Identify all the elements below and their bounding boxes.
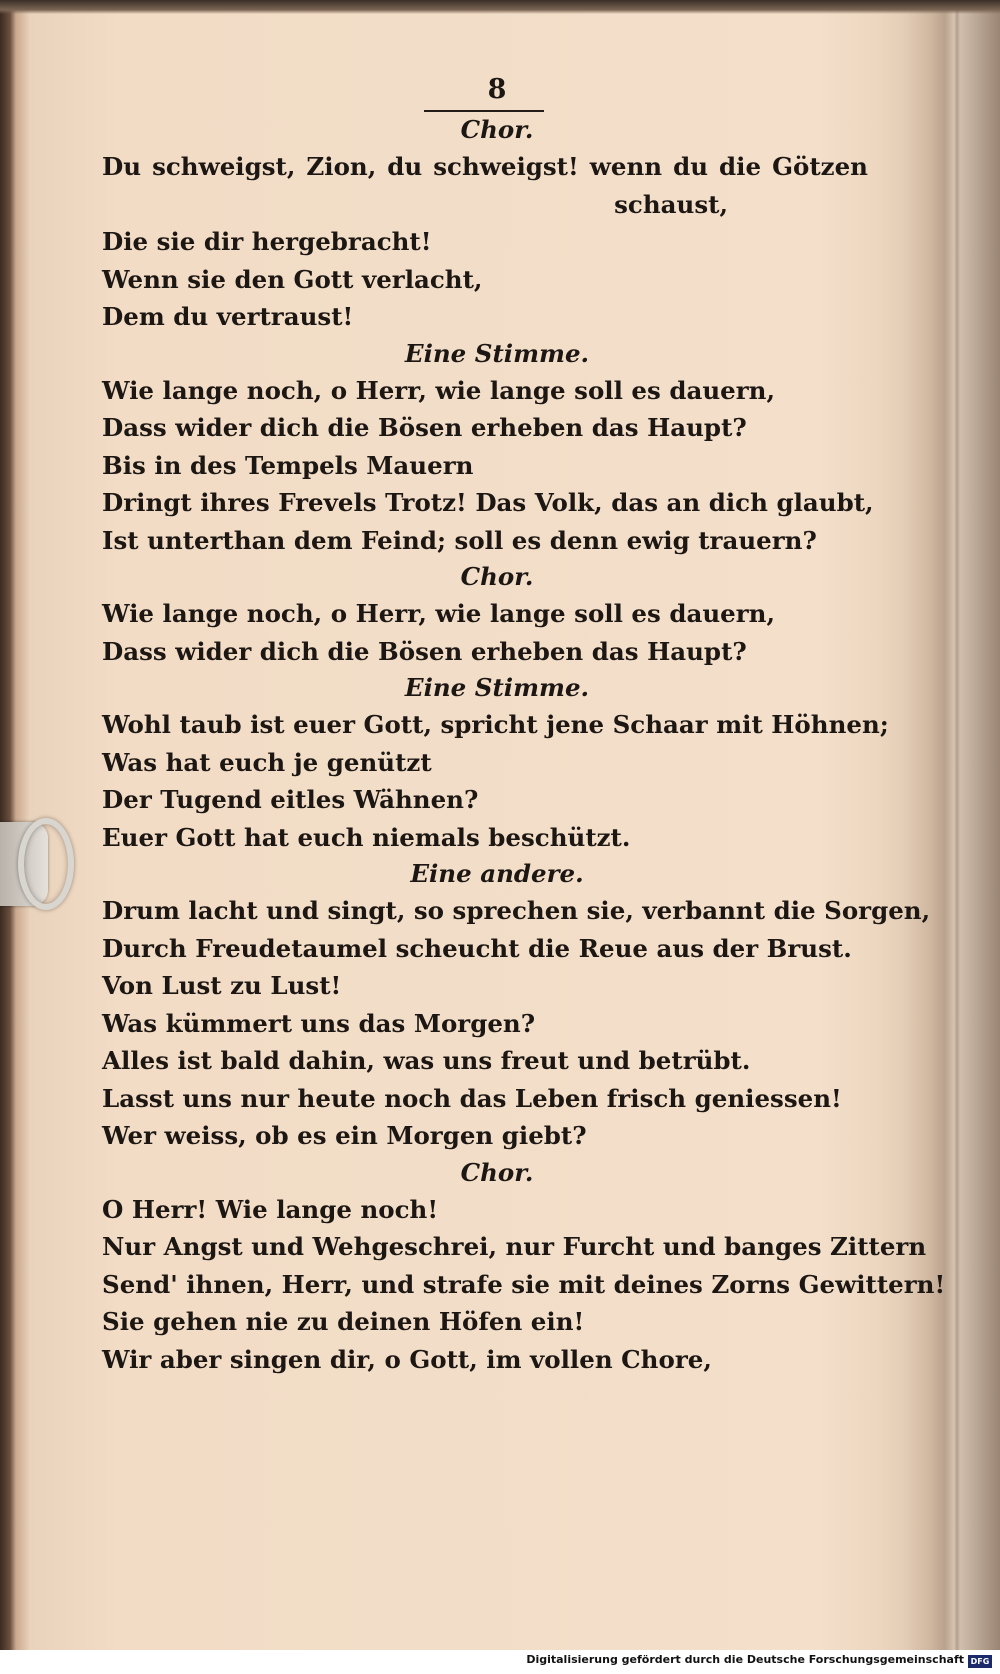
verse-line: Wohl taub ist euer Gott, spricht jene Schaar mit Höhnen;: [102, 710, 889, 739]
dfg-logo-icon: DFG: [968, 1655, 992, 1668]
clip-ring: [18, 818, 74, 910]
verse-line: Wir aber singen dir, o Gott, im vollen Chore,: [102, 1344, 712, 1374]
speaker-heading: Eine andere.: [410, 859, 584, 888]
verse-line: Dass wider dich die Bösen erheben das Haupt?: [102, 636, 747, 666]
verse-line: Send' ihnen, Herr, und strafe sie mit deines Zorns Gewittern!: [102, 1269, 946, 1299]
page-text: [102, 70, 946, 1378]
verse-line: O Herr! Wie lange noch!: [102, 1194, 439, 1224]
binder-clip-icon: [0, 818, 76, 910]
page-number: 8: [487, 74, 507, 105]
verse-line: Euer Gott hat euch niemals beschützt.: [102, 822, 631, 852]
verse-line: Wie lange noch, o Herr, wie lange soll es dauern,: [102, 599, 775, 628]
verse-line: Wer weiss, ob es ein Morgen giebt?: [102, 1121, 587, 1150]
verse-line: Dem du vertraust!: [102, 302, 354, 331]
speaker-heading: Eine Stimme.: [404, 338, 590, 368]
speaker-heading: Chor.: [460, 562, 534, 591]
digitization-footer: [0, 1650, 1000, 1674]
verse-line: Was hat euch je genützt: [102, 747, 432, 777]
verse-line: Wenn sie den Gott verlacht,: [102, 264, 483, 294]
verse-line: Wie lange noch, o Herr, wie lange soll es dauern,: [102, 375, 775, 405]
verse-line: Nur Angst und Wehgeschrei, nur Furcht und banges Zittern: [102, 1232, 927, 1261]
speaker-heading: Eine Stimme.: [404, 673, 590, 702]
funding-credit: Digitalisierung gefördert durch die Deutsche Forschungsgemeinschaft: [526, 1653, 964, 1666]
verse-line: Dass wider dich die Bösen erheben das Haupt?: [102, 413, 747, 442]
page-edge-shadow: [954, 10, 960, 1650]
verse-line: Bis in des Tempels Mauern: [102, 450, 474, 480]
verse-line: Was kümmert uns das Morgen?: [102, 1008, 536, 1038]
verse-line: Dringt ihres Frevels Trotz! Das Volk, das an dich glaubt,: [102, 488, 874, 517]
speaker-heading: Chor.: [460, 1157, 534, 1187]
verse-line: Die sie dir hergebracht!: [102, 227, 432, 256]
verse-line: Ist unterthan dem Feind; soll es denn ewig trauern?: [102, 525, 817, 555]
verse-line: Sie gehen nie zu deinen Höfen ein!: [102, 1307, 585, 1336]
verse-line: Durch Freudetaumel scheucht die Reue aus der Brust.: [102, 933, 852, 963]
verse-line: Lasst uns nur heute noch das Leben frisch geniessen!: [102, 1083, 842, 1113]
verse-line: Alles ist bald dahin, was uns freut und betrübt.: [102, 1046, 751, 1075]
verse-line: Drum lacht und singt, so sprechen sie, verbannt die Sorgen,: [102, 896, 931, 925]
verse-line: Du schweigst, Zion, du schweigst! wenn du die Götzen: [102, 152, 868, 181]
verse-line: Von Lust zu Lust!: [102, 971, 342, 1000]
verse-line: Der Tugend eitles Wähnen?: [102, 785, 479, 814]
verse-line-continuation: schaust,: [614, 189, 728, 219]
speaker-heading: Chor.: [460, 115, 534, 144]
scan-top-border: [0, 0, 1000, 14]
